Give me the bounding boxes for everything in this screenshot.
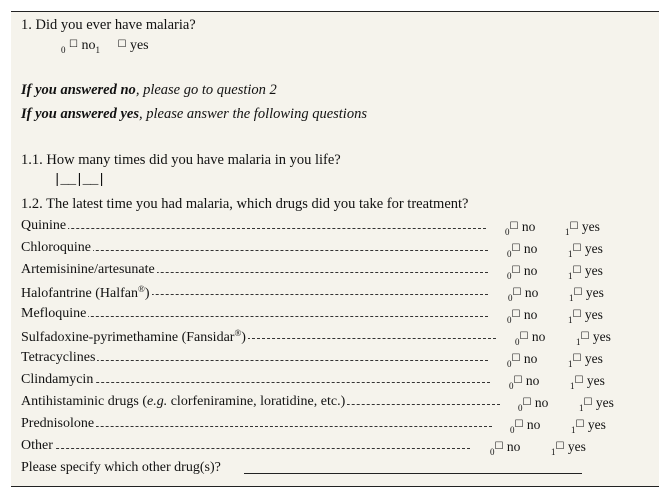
drug-no-option[interactable]: $_0$☐ no xyxy=(509,373,540,391)
instruction-yes-rest: , please answer the following questions xyxy=(139,106,367,122)
drug-no-checkbox[interactable]: ☐ xyxy=(494,441,504,452)
drug-yes-checkbox[interactable]: ☐ xyxy=(574,375,584,386)
instruction-no-bold: If you answered no xyxy=(21,82,136,98)
instruction-yes-bold: If you answered yes xyxy=(21,106,140,122)
drug-no-option[interactable]: $_0$☐ no xyxy=(505,219,536,237)
drug-yes-option[interactable]: $_1$☐ yes xyxy=(568,351,603,369)
q1-question: 1. Did you ever have malaria? xyxy=(21,17,196,33)
drug-no-option[interactable]: $_0$☐ no xyxy=(490,439,521,457)
drug-name: Clindamycin xyxy=(21,372,94,387)
drug-yes-checkbox[interactable]: ☐ xyxy=(572,265,582,276)
drug-no-option[interactable]: $_0$☐ no xyxy=(507,351,538,369)
drug-name: Chloroquine xyxy=(21,240,91,255)
drug-no-checkbox[interactable]: ☐ xyxy=(514,419,524,430)
drug-yes-checkbox[interactable]: ☐ xyxy=(583,397,593,408)
instruction-yes xyxy=(21,105,367,123)
drug-no-option[interactable]: $_0$☐ no xyxy=(507,241,538,259)
drug-no-option[interactable]: $_0$☐ no xyxy=(515,329,546,347)
drug-no-option[interactable]: $_0$☐ no xyxy=(507,307,538,325)
specify-input-line[interactable] xyxy=(244,473,582,474)
drug-name: Quinine xyxy=(21,218,67,233)
drug-yes-checkbox[interactable]: ☐ xyxy=(573,287,583,298)
drug-yes-checkbox[interactable]: ☐ xyxy=(580,331,590,342)
drug-no-checkbox[interactable]: ☐ xyxy=(522,397,532,408)
drug-no-checkbox[interactable]: ☐ xyxy=(513,375,523,386)
q1-yes-label: yes xyxy=(129,38,149,53)
q1-no-code: 0 xyxy=(61,45,66,55)
drug-no-checkbox[interactable]: ☐ xyxy=(511,353,521,364)
drug-no-option[interactable]: $_0$☐ no xyxy=(510,417,541,435)
drug-yes-option[interactable]: $_1$☐ yes xyxy=(569,285,604,303)
drug-no-checkbox[interactable]: ☐ xyxy=(511,265,521,276)
drug-yes-option[interactable]: $_1$☐ yes xyxy=(576,329,611,347)
drug-no-checkbox[interactable]: ☐ xyxy=(511,309,521,320)
drug-yes-option[interactable]: $_1$☐ yes xyxy=(568,307,603,325)
drug-name: Other xyxy=(21,438,53,453)
q1-2-question: 1.2. The latest time you had malaria, which drugs did you take for treatment? xyxy=(21,196,469,212)
q1-1-question: 1.1. How many times did you have malaria in you life? xyxy=(21,152,341,168)
malaria-count-boxes[interactable]: |__|__| xyxy=(53,172,105,188)
drug-yes-checkbox[interactable]: ☐ xyxy=(572,309,582,320)
drug-name: Antihistaminic drugs (e.g. clorfeniramine, loratidine, etc.) xyxy=(21,394,346,409)
drug-yes-checkbox[interactable]: ☐ xyxy=(569,221,579,232)
instruction-no xyxy=(21,81,277,99)
specify-label: Please specify which other drug(s)? xyxy=(21,460,221,475)
drug-no-checkbox[interactable]: ☐ xyxy=(512,287,522,298)
drug-yes-option[interactable]: $_1$☐ yes xyxy=(571,417,606,435)
drug-yes-option[interactable]: $_1$☐ yes xyxy=(551,439,586,457)
q1-yes-code: 1 xyxy=(95,45,100,55)
drug-yes-checkbox[interactable]: ☐ xyxy=(572,353,582,364)
drug-name: Mefloquine xyxy=(21,306,87,321)
drug-no-option[interactable]: $_0$☐ no xyxy=(508,285,539,303)
drug-yes-option[interactable]: $_1$☐ yes xyxy=(570,373,605,391)
drug-yes-option[interactable]: $_1$☐ yes xyxy=(565,219,600,237)
drug-yes-option[interactable]: $_1$☐ yes xyxy=(568,263,603,281)
instruction-no-rest: , please go to question 2 xyxy=(135,82,277,98)
drug-yes-option[interactable]: $_1$☐ yes xyxy=(579,395,614,413)
drug-no-checkbox[interactable]: ☐ xyxy=(519,331,529,342)
drug-yes-option[interactable]: $_1$☐ yes xyxy=(568,241,603,259)
drug-name: Sulfadoxine-pyrimethamine (Fansidar®) xyxy=(21,328,246,345)
drug-no-checkbox[interactable]: ☐ xyxy=(511,243,521,254)
drug-no-option[interactable]: $_0$☐ no xyxy=(507,263,538,281)
q1-no-checkbox[interactable]: ☐ xyxy=(69,39,78,50)
drug-no-option[interactable]: $_0$☐ no xyxy=(518,395,549,413)
leader-dashes xyxy=(21,228,486,229)
drug-yes-checkbox[interactable]: ☐ xyxy=(575,419,585,430)
drug-no-checkbox[interactable]: ☐ xyxy=(509,221,519,232)
drug-name: Halofantrine (Halfan®) xyxy=(21,284,150,301)
drug-name: Tetracyclines xyxy=(21,350,96,365)
q1-yes-checkbox[interactable]: ☐ xyxy=(117,39,127,50)
drug-yes-checkbox[interactable]: ☐ xyxy=(572,243,582,254)
q1-options xyxy=(61,37,149,59)
leader-dashes xyxy=(21,448,470,449)
drug-yes-checkbox[interactable]: ☐ xyxy=(555,441,565,452)
leader-dashes xyxy=(21,316,488,317)
questionnaire-sheet xyxy=(11,11,659,487)
q1-no-label: no xyxy=(81,38,96,53)
drug-name: Artemisinine/artesunate xyxy=(21,262,155,277)
drug-name: Prednisolone xyxy=(21,416,95,431)
